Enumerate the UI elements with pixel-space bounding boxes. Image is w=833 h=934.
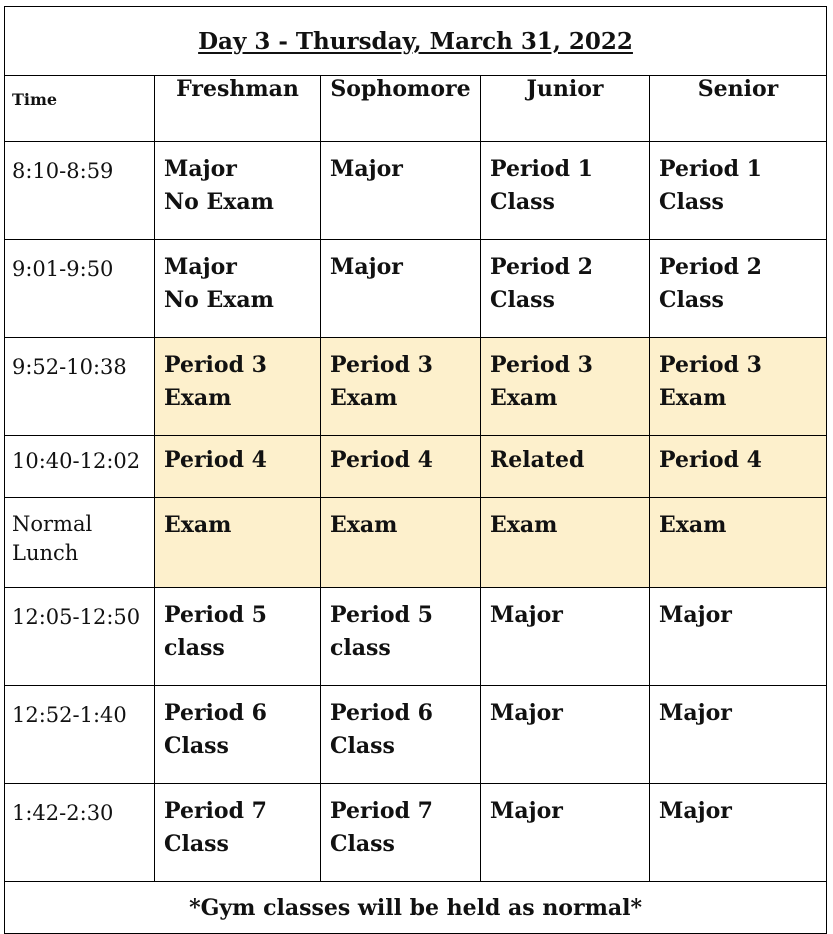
cell-line: Related: [490, 447, 585, 473]
cell-line: Period 2: [659, 254, 762, 280]
cell-line: Major: [330, 254, 403, 280]
senior-cell: [650, 686, 827, 784]
senior-cell: [650, 588, 827, 686]
exam-schedule-table: [4, 6, 827, 934]
sophomore-cell: [321, 240, 481, 338]
footer-note: *Gym classes will be held as normal*: [5, 882, 827, 934]
time-cell: 9:01-9:50: [5, 240, 155, 338]
cell-line: Period 5: [330, 602, 433, 628]
freshman-cell: [155, 436, 321, 498]
senior-cell: [650, 142, 827, 240]
cell-line: Major: [659, 700, 732, 726]
cell-line: Class: [659, 287, 724, 313]
junior-cell: [481, 142, 650, 240]
schedule-title-cell: [5, 7, 827, 76]
junior-cell: [481, 436, 650, 498]
senior-cell: [650, 498, 827, 588]
freshman-cell: [155, 498, 321, 588]
cell-line: Major: [659, 602, 732, 628]
junior-cell: [481, 588, 650, 686]
cell-line: Period 7: [164, 798, 267, 824]
table-row: [5, 142, 827, 240]
sophomore-cell: [321, 142, 481, 240]
header-junior: Junior: [481, 76, 650, 142]
sophomore-cell: [321, 686, 481, 784]
freshman-cell: [155, 240, 321, 338]
cell-line: Period 6: [164, 700, 267, 726]
cell-line: class: [164, 635, 225, 661]
table-row: [5, 498, 827, 588]
cell-line: Major: [659, 798, 732, 824]
cell-line: No Exam: [164, 189, 274, 215]
cell-line: Major: [164, 156, 237, 182]
cell-line: Exam: [330, 385, 398, 411]
cell-line: Period 3: [164, 352, 267, 378]
table-row: [5, 240, 827, 338]
junior-cell: [481, 498, 650, 588]
cell-line: Period 2: [490, 254, 593, 280]
cell-line: Major: [490, 602, 563, 628]
freshman-cell: [155, 142, 321, 240]
cell-line: Exam: [490, 385, 558, 411]
senior-cell: [650, 784, 827, 882]
cell-line: Class: [330, 831, 395, 857]
cell-line: Exam: [659, 385, 727, 411]
senior-cell: [650, 436, 827, 498]
sophomore-cell: [321, 588, 481, 686]
sophomore-cell: [321, 784, 481, 882]
sophomore-cell: [321, 338, 481, 436]
table-row: [5, 784, 827, 882]
cell-line: Class: [164, 733, 229, 759]
cell-line: Period 3: [659, 352, 762, 378]
freshman-cell: [155, 338, 321, 436]
cell-line: Period 1: [659, 156, 762, 182]
cell-line: Period 7: [330, 798, 433, 824]
table-row: [5, 588, 827, 686]
time-line: Lunch: [12, 541, 79, 565]
cell-line: Exam: [490, 512, 558, 538]
junior-cell: [481, 338, 650, 436]
cell-line: Exam: [164, 512, 232, 538]
table-row: [5, 686, 827, 784]
cell-line: Class: [164, 831, 229, 857]
time-cell: [5, 498, 155, 588]
cell-line: Exam: [164, 385, 232, 411]
cell-line: Period 3: [330, 352, 433, 378]
senior-cell: [650, 240, 827, 338]
cell-line: Class: [659, 189, 724, 215]
cell-line: Period 6: [330, 700, 433, 726]
freshman-cell: [155, 686, 321, 784]
junior-cell: [481, 784, 650, 882]
header-time: Time: [5, 76, 155, 142]
time-cell: 12:05-12:50: [5, 588, 155, 686]
cell-line: Exam: [659, 512, 727, 538]
sophomore-cell: [321, 498, 481, 588]
time-cell: 8:10-8:59: [5, 142, 155, 240]
cell-line: Period 4: [164, 447, 267, 473]
time-cell: 12:52-1:40: [5, 686, 155, 784]
freshman-cell: [155, 784, 321, 882]
sophomore-cell: [321, 436, 481, 498]
cell-line: Major: [490, 798, 563, 824]
time-cell: 1:42-2:30: [5, 784, 155, 882]
cell-line: Period 4: [330, 447, 433, 473]
cell-line: Major: [164, 254, 237, 280]
cell-line: class: [330, 635, 391, 661]
header-sophomore: Sophomore: [321, 76, 481, 142]
header-senior: Senior: [650, 76, 827, 142]
cell-line: No Exam: [164, 287, 274, 313]
table-row: [5, 338, 827, 436]
time-line: Normal: [12, 512, 93, 536]
cell-line: Period 5: [164, 602, 267, 628]
junior-cell: [481, 240, 650, 338]
cell-line: Period 3: [490, 352, 593, 378]
header-row: [5, 76, 827, 142]
table-row: [5, 436, 827, 498]
senior-cell: [650, 338, 827, 436]
cell-line: Period 4: [659, 447, 762, 473]
time-cell: 10:40-12:02: [5, 436, 155, 498]
cell-line: Class: [490, 287, 555, 313]
cell-line: Class: [330, 733, 395, 759]
cell-line: Exam: [330, 512, 398, 538]
junior-cell: [481, 686, 650, 784]
time-cell: 9:52-10:38: [5, 338, 155, 436]
cell-line: Class: [490, 189, 555, 215]
header-freshman: Freshman: [155, 76, 321, 142]
freshman-cell: [155, 588, 321, 686]
cell-line: Major: [490, 700, 563, 726]
cell-line: Period 1: [490, 156, 593, 182]
cell-line: Major: [330, 156, 403, 182]
schedule-title: Day 3 - Thursday, March 31, 2022: [198, 27, 633, 55]
